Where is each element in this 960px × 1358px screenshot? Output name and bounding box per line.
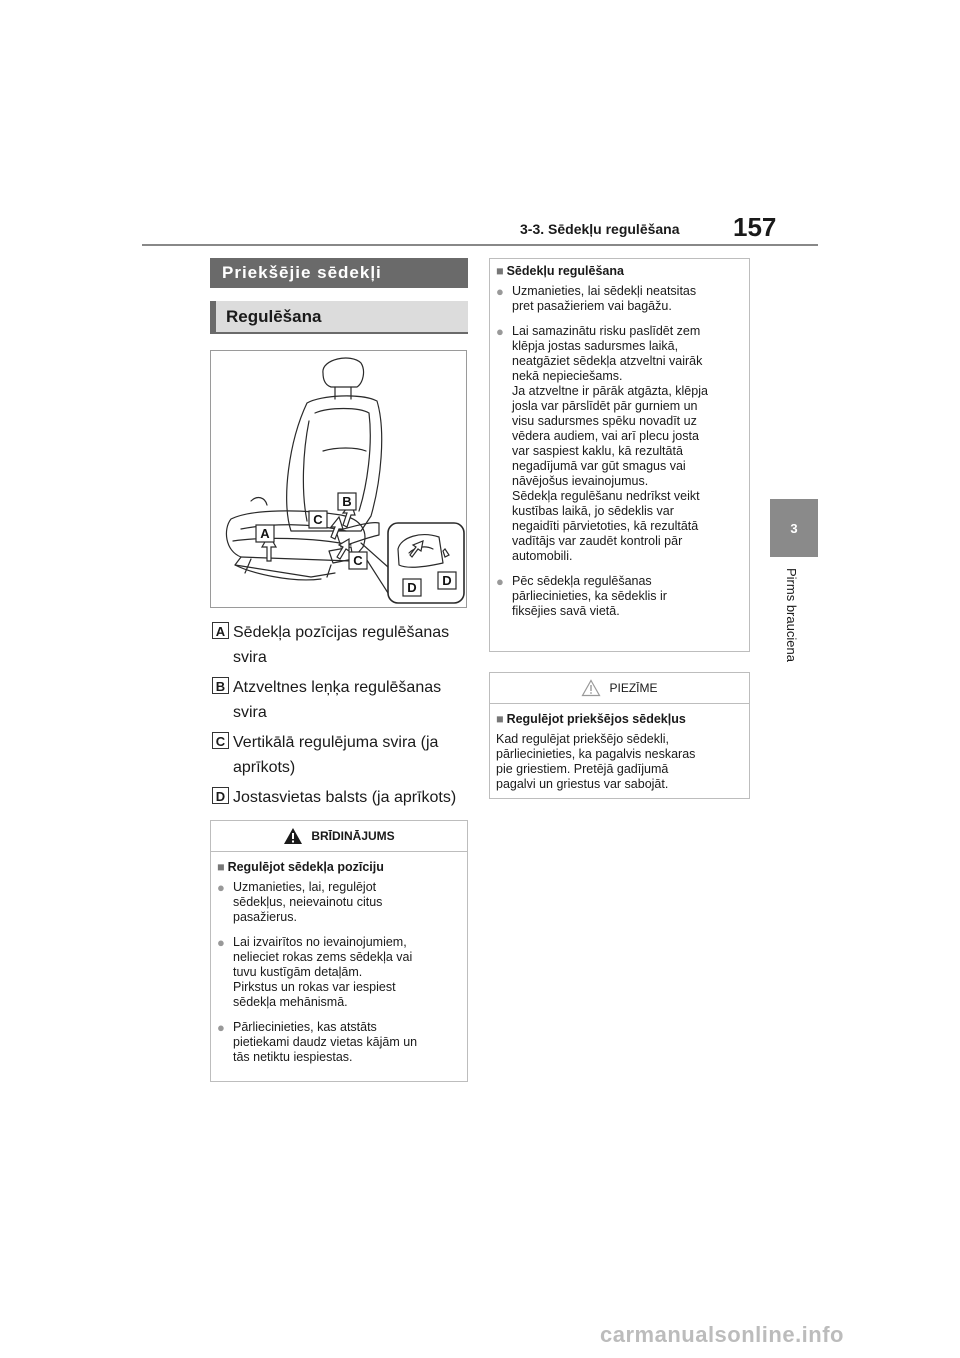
legend-item-c	[212, 730, 470, 780]
note-warning-icon	[581, 679, 601, 697]
legend-label-b: B	[212, 677, 229, 694]
legend-label-c: C	[212, 732, 229, 749]
warning-bullet-3: ● Pārliecinieties, kas atstāts pietiekami daudz vietas kājām un tās netiktu iespiestas.	[217, 1020, 461, 1065]
caution-bullet-1: ● Uzmanieties, lai sēdekļi neatsitas pret pasažieriem vai bagāžu.	[496, 284, 743, 314]
legend-text-d: Jostasvietas balsts (ja aprīkots)	[233, 789, 457, 806]
seat-drawing	[211, 351, 466, 607]
legend-text-b: Atzveltnes leņķa regulēšanas svira	[233, 679, 442, 721]
caution-subhead: ■ Sēdekļu regulēšana	[496, 264, 743, 279]
note-header	[490, 673, 749, 704]
chapter-tab: 3	[770, 499, 818, 557]
callout-a: A	[260, 526, 270, 541]
warning-header	[211, 821, 467, 852]
warning-box	[210, 820, 468, 1082]
seat-illustration	[210, 350, 467, 608]
note-subhead: ■ Regulējot priekšējos sēdekļus	[496, 712, 743, 727]
callout-d2: D	[442, 573, 452, 588]
callout-b: B	[342, 494, 352, 509]
header-section-title: 3-3. Sēdekļu regulēšana	[520, 221, 680, 237]
warning-subhead: ■ Regulējot sēdekļa pozīciju	[217, 860, 461, 875]
watermark: carmanualsonline.info	[600, 1322, 844, 1347]
legend-item-d	[212, 785, 470, 810]
warning-title: BRĪDINĀJUMS	[311, 829, 395, 843]
warning-icon	[283, 827, 303, 845]
legend-text-c: Vertikālā regulējuma svira (ja aprīkots)	[233, 734, 439, 776]
legend-label-d: D	[212, 787, 229, 804]
chapter-title-text: Pirms brauciena	[784, 568, 799, 662]
caution-box	[489, 258, 750, 652]
note-box	[489, 672, 750, 799]
callout-c1: C	[313, 512, 323, 527]
note-title: PIEZĪME	[609, 681, 658, 695]
warning-bullet-1: ● Uzmanieties, lai, regulējot sēdekļus, neievainotu citus pasažierus.	[217, 880, 461, 925]
section-banner: Priekšējie sēdekļi	[210, 258, 468, 288]
header-rule	[142, 244, 818, 246]
legend-label-a: A	[212, 622, 229, 639]
note-text: Kad regulējat priekšējo sēdekli, pārliecinieties, ka pagalvis neskaras pie griestiem. Pretējā gadījumā pagalvi un griestus var sabojāt.	[496, 732, 696, 791]
chapter-title	[783, 568, 803, 684]
caution-bullet-2: ● Lai samazinātu risku paslīdēt zem klēpja jostas sadursmes laikā, neatgāziet sēdekļa atzveltni vairāk nekā nepieciešams. Ja atzveltne ir pārāk atgāzta, klēpja josla var pārslīdēt pār gurniem un visu sadursmes spēku novadīt uz vēdera audiem, vai arī plecu josta var saspiest kaklu, kā rezultātā negadījumā var gūt smagus vai nāvējošus ievainojumus. Sēdekļa regulēšanu nedrīkst veikt kustības laikā, jo sēdeklis var negaidīti pārvietoties, kā rezultātā vadītājs var zaudēt kontroli pār automobili.	[496, 324, 743, 564]
callout-c2: C	[353, 553, 363, 568]
callout-d1: D	[407, 580, 417, 595]
legend-item-b	[212, 675, 470, 725]
caution-bullet-3: ● Pēc sēdekļa regulēšanas pārliecinieties, ka sēdeklis ir fiksējies savā vietā.	[496, 574, 743, 619]
warning-bullet-2: ● Lai izvairītos no ievainojumiem, nelieciet rokas zems sēdekļa vai tuvu kustīgām detaļām. Pirkstus un rokas var iespiest sēdekļa mehānismā.	[217, 935, 461, 1010]
legend-item-a	[212, 620, 470, 670]
page-number: 157	[733, 212, 777, 242]
legend-text-a: Sēdekļa pozīcijas regulēšanas svira	[233, 624, 450, 666]
subheading: Regulēšana	[210, 301, 468, 334]
